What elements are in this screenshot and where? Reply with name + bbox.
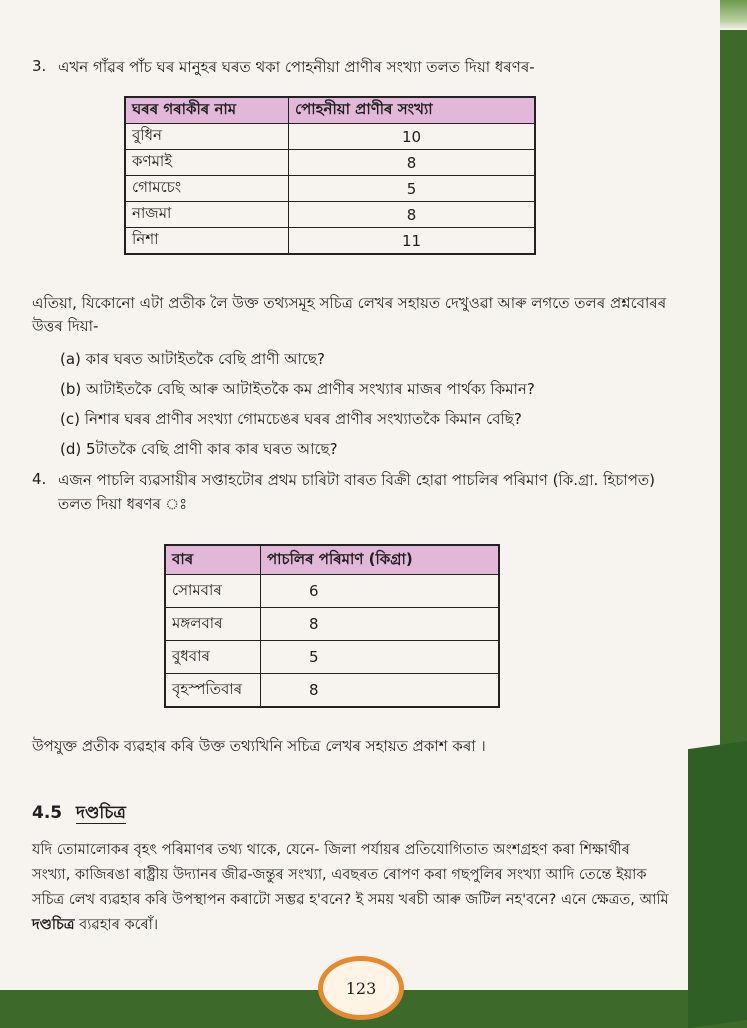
table-row xyxy=(165,674,499,708)
question-3-number: 3. xyxy=(32,57,47,75)
vegetables-table-header-amount: পাচলিৰ পৰিমাণ (কিগ্ৰা) xyxy=(261,545,500,575)
question-4-instruction: উপযুক্ত প্ৰতীক ব্যৱহাৰ কৰি উক্ত তথ্যখিনি সচিত্ৰ লেখৰ সহায়ত প্ৰকাশ কৰা । xyxy=(32,737,486,755)
pet-count-cell: 10 xyxy=(289,124,536,150)
day-cell: মঙ্গলবাৰ xyxy=(165,608,261,641)
section-number: 4.5 xyxy=(32,803,63,823)
pet-count-cell: 8 xyxy=(289,150,536,176)
owner-name-cell: বুধিন xyxy=(125,124,289,150)
amount-cell: 5 xyxy=(261,641,500,674)
section-paragraph xyxy=(32,838,672,938)
table-row xyxy=(125,124,535,150)
question-4-text: এজন পাচলি ব্যৱসায়ীৰ সপ্তাহটোৰ প্ৰথম চাৰিটা বাৰত বিক্ৰী হোৱা পাচলিৰ পৰিমাণ (কি.গ্ৰা. হিচাপত) তলত দিয়া ধৰণৰ ঃ xyxy=(58,471,655,513)
question-3d: (d) 5টাতকৈ বেছি প্ৰাণী কাৰ কাৰ ঘৰত আছে? xyxy=(60,440,338,458)
day-cell: বৃহস্পতিবাৰ xyxy=(165,674,261,708)
paragraph-text-end: ব্যৱহাৰ কৰোঁ। xyxy=(79,917,159,933)
pets-table-header-count: পোহনীয়া প্ৰাণীৰ সংখ্যা xyxy=(289,97,536,124)
paragraph-text: যদি তোমালোকৰ বৃহৎ পৰিমাণৰ তথ্য থাকে, যেনে- জিলা পৰ্যায়ৰ প্ৰতিযোগিতাত অংশগ্ৰহণ কৰা শিক্ষাৰ্থীৰ সংখ্যা, কাজিৰঙা ৰাষ্ট্ৰীয় উদ্যানৰ জীৱ-জন্তুৰ সংখ্যা, এবছৰত ৰোপণ কৰা গছপুলিৰ সংখ্যা আদি তেন্তে ইয়াক সচিত্ৰ লেখ ব্যৱহাৰ কৰি উপস্থাপন কৰাটো সম্ভৱ হ'বনে? ই সময় খৰচী আৰু জটিল নহ'বনে? এনে ক্ষেত্ৰত, আমি xyxy=(32,842,669,908)
question-3c: (c) নিশাৰ ঘৰৰ প্ৰাণীৰ সংখ্যা গোমচেঙৰ ঘৰৰ প্ৰাণীৰ সংখ্যাতকৈ কিমান বেছি? xyxy=(60,410,522,428)
amount-cell: 6 xyxy=(261,575,500,608)
vegetables-table-header-day: বাৰ xyxy=(165,545,261,575)
day-cell: সোমবাৰ xyxy=(165,575,261,608)
owner-name-cell: নিশা xyxy=(125,228,289,255)
table-row xyxy=(125,150,535,176)
question-3a: (a) কাৰ ঘৰত আটাইতকৈ বেছি প্ৰাণী আছে? xyxy=(60,350,325,368)
table-row xyxy=(125,228,535,255)
amount-cell: 8 xyxy=(261,608,500,641)
pets-table xyxy=(124,96,536,255)
section-heading xyxy=(32,800,126,828)
question-3-instruction: এতিয়া, যিকোনো এটা প্ৰতীক লৈ উক্ত তথ্যসমূহ সচিত্ৰ লেখৰ সহায়ত দেখুওৱা আৰু লগতে তলৰ প্ৰশ্নবোৰৰ উত্তৰ দিয়া- xyxy=(32,294,667,335)
question-3b: (b) আটাইতকৈ বেছি আৰু আটাইতকৈ কম প্ৰাণীৰ সংখ্যাৰ মাজৰ পাৰ্থক্য কিমান? xyxy=(60,380,535,398)
table-row xyxy=(125,176,535,202)
pet-count-cell: 5 xyxy=(289,176,536,202)
table-row xyxy=(165,608,499,641)
owner-name-cell: গোমচেং xyxy=(125,176,289,202)
amount-cell: 8 xyxy=(261,674,500,708)
table-row xyxy=(125,202,535,228)
question-3-text: এখন গাঁৱৰ পাঁচ ঘৰ মানুহৰ ঘৰত থকা পোহনীয়া প্ৰাণীৰ সংখ্যা তলত দিয়া ধৰণৰ- xyxy=(58,58,535,76)
pet-count-cell: 8 xyxy=(289,202,536,228)
section-title: দণ্ডচিত্ৰ xyxy=(76,803,126,823)
table-row xyxy=(165,575,499,608)
page-number: 123 xyxy=(318,956,404,1020)
owner-name-cell: নাজমা xyxy=(125,202,289,228)
question-4-number: 4. xyxy=(32,470,47,488)
day-cell: বুধবাৰ xyxy=(165,641,261,674)
paragraph-bold-term: দণ্ডচিত্ৰ xyxy=(32,917,75,933)
vegetables-table xyxy=(164,544,500,708)
pets-table-header-name: ঘৰৰ গৰাকীৰ নাম xyxy=(125,97,289,124)
owner-name-cell: কণমাই xyxy=(125,150,289,176)
table-row xyxy=(165,641,499,674)
decorative-green-strip xyxy=(688,741,747,1028)
pet-count-cell: 11 xyxy=(289,228,536,255)
